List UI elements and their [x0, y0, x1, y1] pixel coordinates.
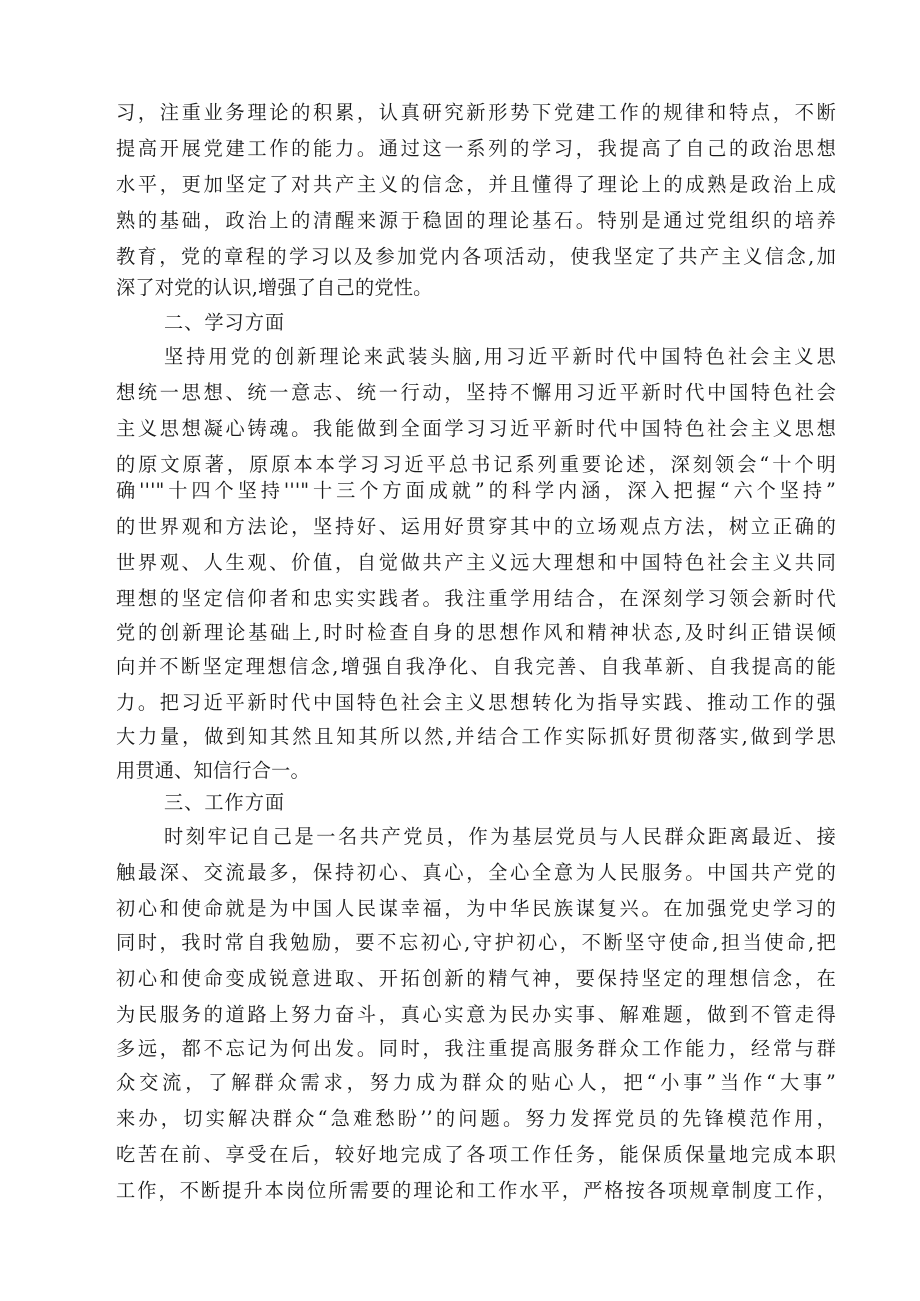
paragraph-3-line: 初心和使命就是为中国人民谋幸福，为中华民族谋复兴。在加强党史学习的: [116, 897, 836, 920]
paragraph-1-line: 水平，更加坚定了对共产主义的信念，并且懂得了理论上的成熟是政治上成: [116, 173, 836, 196]
section-heading-work: 三、工作方面: [164, 791, 286, 814]
paragraph-3-line: 众交流，了解群众需求，努力成为群众的贴心人，把“小事”当作“大事”: [116, 1071, 836, 1094]
paragraph-2-line: 向并不断坚定理想信念,增强自我净化、自我完善、自我革新、自我提高的能: [116, 655, 836, 678]
paragraph-2-line: 坚持用党的创新理论来武装头脑,用习近平新时代中国特色社会主义思: [164, 345, 836, 368]
paragraph-2-line: 党的创新理论基础上,时时检查自身的思想作风和精神状态,及时纠正错误倾: [116, 621, 836, 644]
paragraph-1-line: 提高开展党建工作的能力。通过这一系列的学习，我提高了自己的政治思想: [116, 137, 836, 160]
paragraph-3-line: 同时，我时常自我勉励，要不忘初心,守护初心，不断坚守使命,担当使命,把: [116, 931, 836, 954]
paragraph-3-line: 多远，都不忘记为何出发。同时，我注重提高服务群众工作能力，经常与群: [116, 1037, 836, 1060]
paragraph-3-line: 为民服务的道路上努力奋斗，真心实意为民办实事、解难题，做到不管走得: [116, 1003, 836, 1026]
paragraph-3-line: 吃苦在前、享受在后，较好地完成了各项工作任务，能保质保量地完成本职: [116, 1143, 836, 1166]
paragraph-3-line: 时刻牢记自己是一名共产党员，作为基层党员与人民群众距离最近、接: [164, 825, 836, 848]
paragraph-2-line: 的世界观和方法论，坚持好、运用好贯穿其中的立场观点方法，树立正确的: [116, 515, 836, 538]
paragraph-1-line: 熟的基础，政治上的清醒来源于稳固的理论基石。特别是通过党组织的培养: [116, 209, 836, 232]
paragraph-2-line: 世界观、人生观、价值，自觉做共产主义远大理想和中国特色社会主义共同: [116, 551, 836, 574]
paragraph-2-line: 想统一思想、统一意志、统一行动，坚持不懈用习近平新时代中国特色社会: [116, 381, 836, 404]
paragraph-1-line: 习，注重业务理论的积累，认真研究新形势下党建工作的规律和特点，不断: [116, 101, 836, 124]
paragraph-2-line: 力。把习近平新时代中国特色社会主义思想转化为指导实践、推动工作的强: [116, 691, 836, 714]
section-heading-study: 二、学习方面: [164, 311, 286, 334]
paragraph-1-line: 教育，党的章程的学习以及参加党内各项活动，使我坚定了共产主义信念,加: [116, 245, 836, 268]
paragraph-2-line: 理想的坚定信仰者和忠实实践者。我注重学用结合，在深刻学习领会新时代: [116, 587, 836, 610]
paragraph-2-line: 用贯通、知信行合一。: [116, 759, 310, 782]
paragraph-3-line: 触最深、交流最多，保持初心、真心，全心全意为人民服务。中国共产党的: [116, 861, 836, 884]
paragraph-3-line: 工作，不断提升本岗位所需要的理论和工作水平，严格按各项规章制度工作，: [116, 1179, 836, 1202]
paragraph-3-line: 来办，切实解决群众“急难愁盼’’的问题。努力发挥党员的先锋模范作用，: [116, 1107, 836, 1130]
paragraph-2-line: 确'''"十四个坚持'''"十三个方面成就”的科学内涵，深入把握“六个坚持”: [116, 479, 836, 502]
paragraph-2-line: 大力量，做到知其然且知其所以然,并结合工作实际抓好贯彻落实,做到学思: [116, 725, 836, 748]
paragraph-2-line: 的原文原著，原原本本学习习近平总书记系列重要论述，深刻领会“十个明: [116, 453, 836, 476]
paragraph-3-line: 初心和使命变成锐意进取、开拓创新的精气神，要保持坚定的理想信念，在: [116, 967, 836, 990]
paragraph-1-line: 深了对党的认识,增强了自己的党性。: [116, 276, 433, 299]
paragraph-2-line: 主义思想凝心铸魂。我能做到全面学习习近平新时代中国特色社会主义思想: [116, 417, 836, 440]
